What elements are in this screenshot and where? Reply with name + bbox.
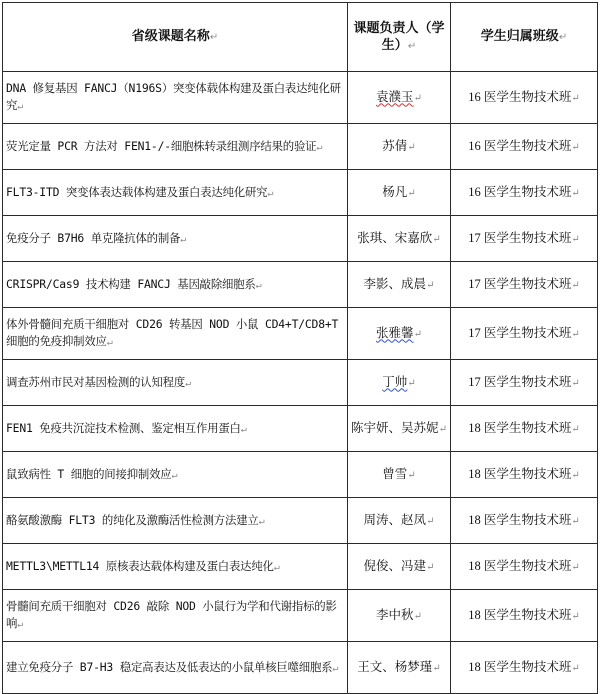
table-row (3, 498, 598, 544)
leader-cell: 李影、成晨↵ (348, 262, 451, 308)
class-cell: 17 医学生物技术班↵ (451, 308, 598, 360)
topic-cell: 荧光定量 PCR 方法对 FEN1-/-细胞株转录组测序结果的验证↵ (3, 124, 348, 170)
header-leader: 课题负责人（学生）↵ (348, 3, 451, 72)
topic-cell: 调查苏州市民对基因检测的认知程度↵ (3, 360, 348, 406)
header-row (3, 3, 598, 72)
project-table (2, 2, 598, 694)
topic-cell: 建立免疫分子 B7-H3 稳定高表达及低表达的小鼠单核巨噬细胞系↵ (3, 642, 348, 694)
class-cell: 17 医学生物技术班↵ (451, 262, 598, 308)
table-row (3, 170, 598, 216)
leader-cell: 倪俊、冯建↵ (348, 544, 451, 590)
topic-cell: FLT3-ITD 突变体表达载体构建及蛋白表达纯化研究↵ (3, 170, 348, 216)
leader-cell: 丁帅↵ (348, 360, 451, 406)
table-row (3, 642, 598, 694)
table-row (3, 72, 598, 124)
leader-cell: 杨凡↵ (348, 170, 451, 216)
leader-cell: 曾雪↵ (348, 452, 451, 498)
header-topic: 省级课题名称↵ (3, 3, 348, 72)
class-cell: 16 医学生物技术班↵ (451, 170, 598, 216)
table-row (3, 590, 598, 642)
leader-cell: 张琪、宋嘉欣↵ (348, 216, 451, 262)
table-row (3, 360, 598, 406)
leader-cell: 李中秋↵ (348, 590, 451, 642)
table-row (3, 124, 598, 170)
topic-cell: METTL3\METTL14 原核表达载体构建及蛋白表达纯化↵ (3, 544, 348, 590)
topic-cell: DNA 修复基因 FANCJ（N196S）突变体载体构建及蛋白表达纯化研究↵ (3, 72, 348, 124)
class-cell: 17 医学生物技术班↵ (451, 216, 598, 262)
leader-cell: 王文、杨梦瑾↵ (348, 642, 451, 694)
topic-cell: 体外骨髓间充质干细胞对 CD26 转基因 NOD 小鼠 CD4+T/CD8+T 细胞的免疫抑制效应↵ (3, 308, 348, 360)
class-cell: 18 医学生物技术班↵ (451, 544, 598, 590)
class-cell: 18 医学生物技术班↵ (451, 406, 598, 452)
topic-cell: CRISPR/Cas9 技术构建 FANCJ 基因敲除细胞系↵ (3, 262, 348, 308)
class-cell: 18 医学生物技术班↵ (451, 590, 598, 642)
leader-cell: 苏倩↵ (348, 124, 451, 170)
table-row (3, 308, 598, 360)
topic-cell: 免疫分子 B7H6 单克隆抗体的制备↵ (3, 216, 348, 262)
leader-cell: 张雅馨↵ (348, 308, 451, 360)
topic-cell: 酪氨酸激酶 FLT3 的纯化及激酶活性检测方法建立↵ (3, 498, 348, 544)
topic-cell: FEN1 免疫共沉淀技术检测、鉴定相互作用蛋白↵ (3, 406, 348, 452)
table-row (3, 406, 598, 452)
topic-cell: 鼠致病性 T 细胞的间接抑制效应↵ (3, 452, 348, 498)
leader-cell: 周涛、赵凤↵ (348, 498, 451, 544)
leader-cell: 袁濮玉↵ (348, 72, 451, 124)
class-cell: 18 医学生物技术班↵ (451, 642, 598, 694)
leader-cell: 陈宇妍、吴苏妮↵ (348, 406, 451, 452)
class-cell: 18 医学生物技术班↵ (451, 498, 598, 544)
class-cell: 16 医学生物技术班↵ (451, 72, 598, 124)
class-cell: 16 医学生物技术班↵ (451, 124, 598, 170)
class-cell: 17 医学生物技术班↵ (451, 360, 598, 406)
header-class: 学生归属班级↵ (451, 3, 598, 72)
table-row (3, 216, 598, 262)
topic-cell: 骨髓间充质干细胞对 CD26 敲除 NOD 小鼠行为学和代谢指标的影响↵ (3, 590, 348, 642)
table-row (3, 452, 598, 498)
table-row (3, 262, 598, 308)
class-cell: 18 医学生物技术班↵ (451, 452, 598, 498)
table-row (3, 544, 598, 590)
